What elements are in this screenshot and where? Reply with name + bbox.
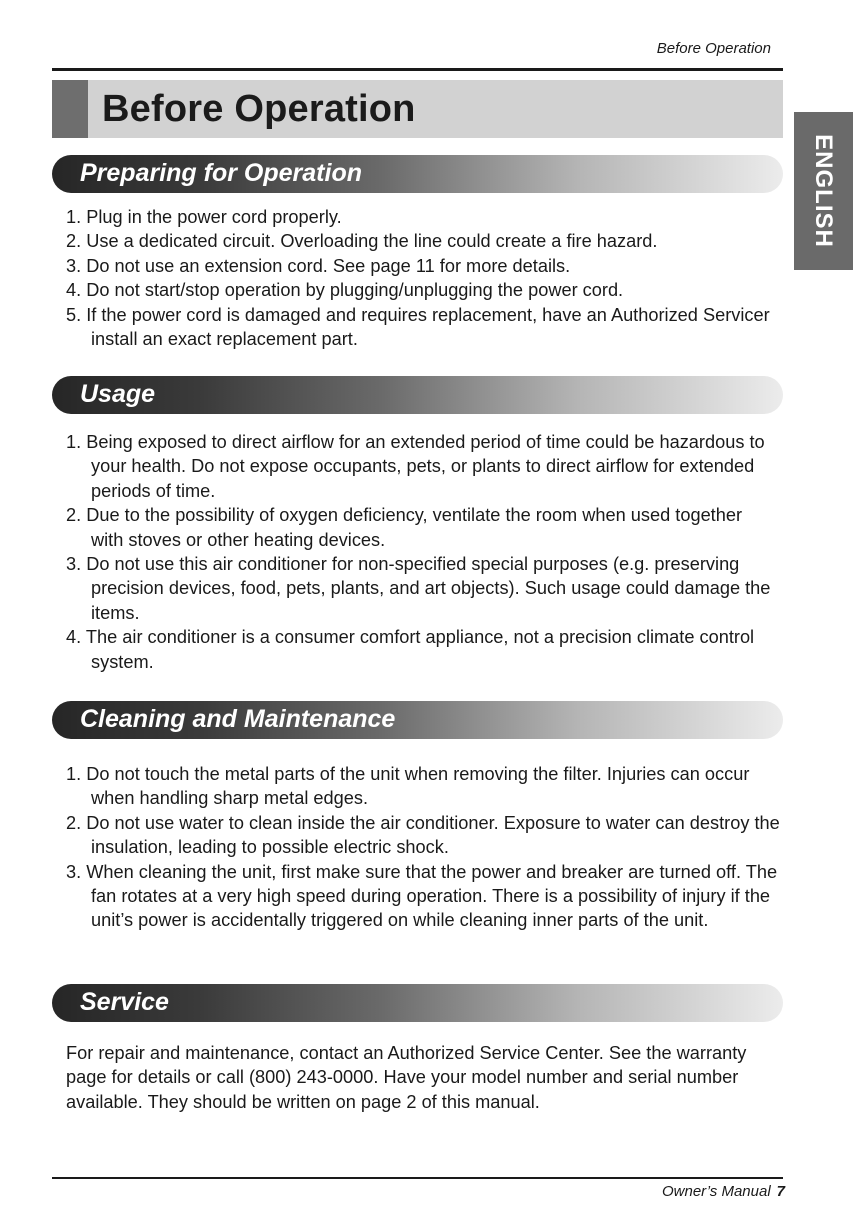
list-item: 1. Being exposed to direct airflow for an extended period of time could be hazardous to your health. Do not expose occupants, pets, or plants to direct airflow for extended periods of time.: [66, 432, 765, 501]
list-item: 3. When cleaning the unit, first make sure that the power and breaker are turned off. The fan rotates at a very high speed during operation. There is a possibility of injury if the unit’s power is accidentally triggered on while cleaning inner parts of the unit.: [66, 861, 778, 931]
section-heading-cleaning: [52, 701, 783, 739]
section-heading-usage: [52, 376, 783, 414]
footer-label: Owner’s Manual: [661, 1183, 771, 1200]
list-item: 3. Do not use an extension cord. See page 11 for more details.: [66, 255, 571, 276]
list-item: 2. Due to the possibility of oxygen deficiency, ventilate the room when used together with stoves or other heating devices.: [66, 505, 743, 550]
usage-list: [66, 430, 778, 674]
section-heading-text: Cleaning and Maintenance: [80, 705, 396, 733]
title-marker: [52, 80, 88, 138]
list-item: 4. The air conditioner is a consumer comfort appliance, not a precision climate control system.: [66, 627, 755, 672]
running-head: Before Operation: [656, 40, 771, 57]
language-tab: [794, 112, 853, 270]
preparing-list: [66, 205, 778, 351]
page-number: 7: [776, 1183, 785, 1200]
cleaning-list: [66, 762, 784, 933]
list-item: 2. Do not use water to clean inside the air conditioner. Exposure to water can destroy the insulation, leading to possible electric shock.: [66, 812, 780, 858]
page-title: Before Operation: [102, 88, 416, 130]
bottom-rule: [52, 1177, 783, 1179]
section-heading-service: [52, 984, 783, 1022]
list-item: 1. Plug in the power cord properly.: [66, 207, 342, 227]
list-item: 3. Do not use this air conditioner for non-specified special purposes (e.g. preserving precision devices, food, pets, plants, and art objects). Such usage could damage the items.: [66, 554, 771, 623]
section-heading-text: Service: [80, 988, 169, 1016]
section-heading-preparing: [52, 155, 783, 193]
top-rule: [52, 68, 783, 71]
list-item: 5. If the power cord is damaged and requires replacement, have an Authorized Servicer install an exact replacement part.: [66, 304, 770, 350]
list-item: 4. Do not start/stop operation by plugging/unplugging the power cord.: [66, 280, 624, 301]
list-item: 2. Use a dedicated circuit. Overloading the line could create a fire hazard.: [66, 231, 658, 252]
section-heading-text: Preparing for Operation: [80, 159, 362, 187]
service-paragraph: For repair and maintenance, contact an Authorized Service Center. See the warranty page for details or call (800) 243-0000. Have your model number and serial number available. They should be written on page 2 of this manual.: [66, 1043, 747, 1112]
footer: [662, 1183, 785, 1200]
section-heading-text: Usage: [80, 380, 156, 408]
language-tab-label: ENGLISH: [810, 134, 837, 248]
list-item: 1. Do not touch the metal parts of the unit when removing the filter. Injuries can occur when handling sharp metal edges.: [66, 764, 750, 809]
title-band: [52, 80, 783, 138]
